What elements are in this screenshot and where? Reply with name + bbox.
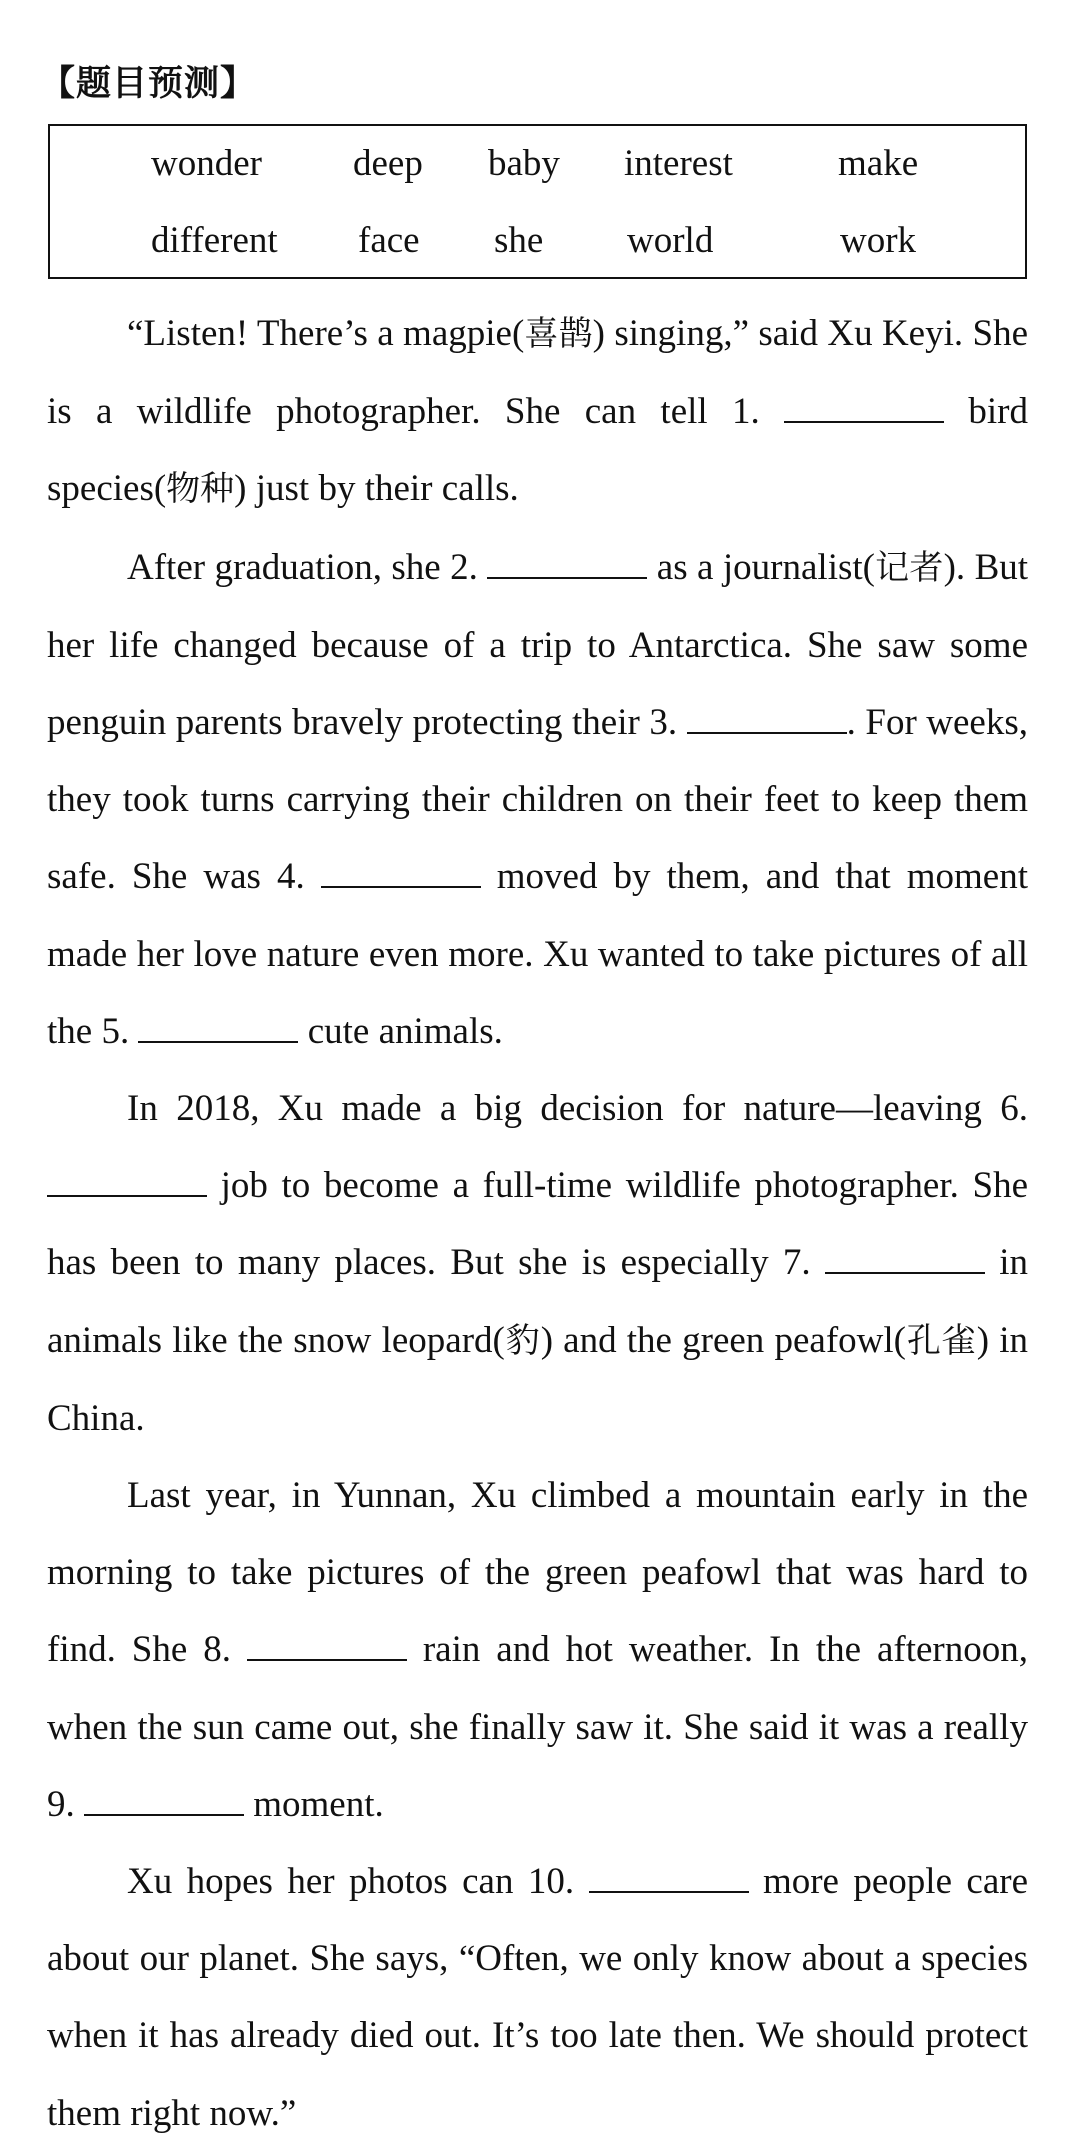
passage-text: “Listen! There’s a magpie(: [127, 313, 525, 354]
chinese-gloss: 孔雀: [905, 1320, 977, 1361]
section-heading: 【题目预测】: [40, 64, 257, 104]
passage-text: In 2018, Xu made a big decision for nature—leaving 6.: [127, 1088, 1028, 1130]
word-bank-item: face: [358, 220, 420, 261]
answer-blank-7[interactable]: [825, 1242, 985, 1274]
answer-blank-10[interactable]: [589, 1861, 749, 1893]
word-bank-item: world: [627, 220, 714, 261]
word-bank-item: different: [151, 220, 278, 261]
word-bank-item: she: [494, 220, 544, 261]
paragraph-4: [47, 1457, 1028, 1843]
chinese-gloss: 物种: [166, 469, 235, 510]
passage-text: Last year, in Yunnan, Xu climbed a mountain early in the morning to take pictures of the green peafowl that was hard to find. She 8.: [47, 1475, 1028, 1671]
passage-text: moved by them, and that moment made her love nature even more. Xu wanted to take pictures of all the 5.: [47, 856, 1029, 1052]
passage-text: cute animals.: [307, 1010, 503, 1052]
passage-text: . For weeks, they took turns carrying their children on their feet to keep them safe. She was 4.: [47, 702, 1028, 898]
answer-blank-9[interactable]: [84, 1784, 244, 1816]
word-bank-item: deep: [353, 143, 423, 184]
passage-text: bird species(: [47, 391, 1029, 510]
passage-text: moment.: [253, 1783, 384, 1825]
passage-text: ) in China.: [47, 1319, 1029, 1439]
chinese-gloss: 喜鹊: [524, 314, 593, 354]
word-bank-item: interest: [624, 143, 733, 184]
paragraph-3: [47, 1070, 1028, 1457]
answer-blank-1[interactable]: [784, 391, 944, 423]
word-bank-item: make: [838, 143, 919, 184]
answer-blank-2[interactable]: [487, 547, 647, 579]
passage-text: job to become a full-time wildlife photographer. She has been to many places. But she is especially 7.: [47, 1165, 1028, 1284]
passage-text: Xu hopes her photos can 10.: [127, 1861, 575, 1903]
chinese-gloss: 记者: [875, 547, 944, 588]
passage-text: rain and hot weather. In the afternoon, when the sun came out, she finally saw it. She said it was a really 9.: [47, 1629, 1028, 1825]
word-bank-item: wonder: [151, 143, 262, 184]
answer-blank-3[interactable]: [687, 702, 847, 734]
paragraph-2: [47, 529, 1028, 1070]
paragraph-1: [47, 295, 1028, 529]
word-bank-item: baby: [488, 143, 560, 184]
passage-text: ) just by their calls.: [234, 468, 519, 510]
passage-text: more people care about our planet. She says, “Often, we only know about a species when it has already died out. It’s too late then. We should protect them right now.”: [47, 1861, 1029, 2134]
chinese-gloss: 豹: [504, 1320, 541, 1361]
answer-blank-5[interactable]: [138, 1011, 298, 1043]
answer-blank-8[interactable]: [247, 1629, 407, 1661]
passage-text: in animals like the snow leopard(: [47, 1242, 1029, 1361]
answer-blank-4[interactable]: [321, 856, 481, 888]
word-bank-box: [48, 124, 1027, 279]
passage-body: [47, 295, 1028, 2152]
passage-text: ) and the green peafowl(: [540, 1319, 906, 1361]
passage-text: After graduation, she 2.: [127, 546, 478, 588]
word-bank-item: work: [840, 220, 917, 261]
answer-blank-6[interactable]: [47, 1165, 207, 1197]
paragraph-5: [47, 1843, 1028, 2152]
passage-text: ) singing,” said Xu Keyi. She is a wildlife photographer. She can tell 1.: [47, 313, 1028, 433]
passage-text: ). But her life changed because of a trip to Antarctica. She saw some penguin parents bravely protecting their 3.: [47, 546, 1029, 744]
passage-text: as a journalist(: [656, 546, 875, 588]
